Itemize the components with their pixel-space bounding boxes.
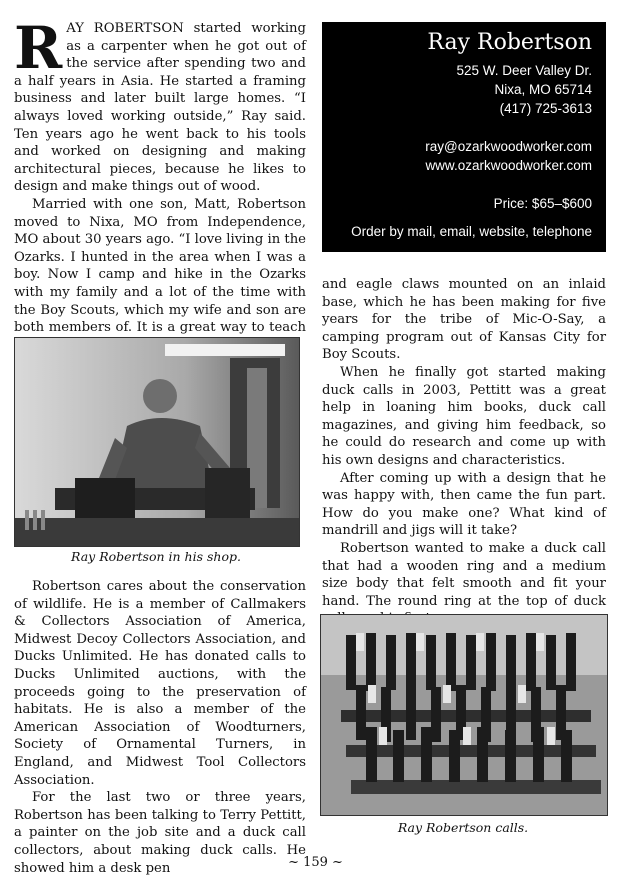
left-column-bottom <box>14 578 306 877</box>
sidebar-address-line2: Nixa, MO 65714 <box>494 82 592 97</box>
sidebar-name: Ray Robertson <box>427 30 592 55</box>
paragraph-pettitt: For the last two or three years, Robertson has been talking to Terry Pettitt, a painter on the job site and a duck call collectors, about making duck calls. He showed him a desk pen <box>14 790 306 876</box>
sidebar-address-line1: 525 W. Deer Valley Dr. <box>456 63 592 78</box>
sidebar-spacer <box>336 118 592 137</box>
paragraph-2003: When he finally got started making duck calls in 2003, Pettitt was a great help in loaning him books, duck call magazines, and giving him feedback, so he could do research and come up with his own designs and characteristics. <box>322 364 606 468</box>
paragraph-design: After coming up with a design that he was happy with, then came the fun part. How do you make one? What kind of mandrill and jigs will it take? <box>322 470 606 539</box>
paragraph-wooden-ring: Robertson wanted to make a duck call that had a wooden ring and a medium size body that felt smooth and fit your hand. The round ring at the top of duck <box>322 540 606 609</box>
calls-photo-image <box>321 615 607 815</box>
sidebar-price: Price: $65–$600 <box>493 196 592 211</box>
page-number: ~ 159 ~ <box>288 855 343 870</box>
calls-photo <box>320 614 608 816</box>
paragraph-eagle-claws: and eagle claws mounted on an inlaid base, which he has been making for five years for the tribe of Mic-O-Say, a camping program out of Kansas City for Boy Scouts. <box>322 277 606 363</box>
intro-paragraph: RAY ROBERTSON started working as a carpenter when he got out of the service after spending two and a half years in Asia. He started a framing business and later built large homes. “I always loved working outside,” Ray said. Ten years ago he went back to his tools and worked on designing and making architectural pieces, because he likes to design and make things out of wood. <box>14 14 306 195</box>
right-column-text <box>322 276 606 628</box>
drop-cap: R <box>14 14 63 82</box>
shop-photo-caption: Ray Robertson in his shop. <box>71 549 241 564</box>
left-column-top <box>14 14 306 354</box>
sidebar-order-methods: Order by mail, email, website, telephone <box>351 224 592 239</box>
shop-photo <box>14 337 300 547</box>
paragraph-conservation: Robertson cares about the conservation of wildlife. He is a member of Callmakers & Collectors Association of America, Midwest Decoy Collectors Association, and Ducks Unlimited. He has donated calls to Ducks Unlimited auctions, with the proceeds going to the preservation of habitats. He is also a member of the American Association of Woodturners, Society of Ornamental Turners, in England, and Midwest Tool Collectors Association. <box>14 579 306 788</box>
sidebar-phone: (417) 725-3613 <box>499 101 592 116</box>
contact-sidebar <box>322 22 606 252</box>
sidebar-email: ray@ozarkwoodworker.com <box>425 139 592 154</box>
shop-photo-image <box>15 338 299 546</box>
sidebar-spacer <box>336 175 592 194</box>
calls-photo-caption: Ray Robertson calls. <box>397 820 529 835</box>
paragraph-ozarks: Married with one son, Matt, Robertson moved to Nixa, MO from Independence, MO about 30 years ago. “I love living in the Ozarks. I hunted in the area when I was a boy. Now I camp and hike in the Ozarks with my family and a lot of the time with the Boy Scouts, which my wife and son are both members of. It is a great way to teach <box>14 196 306 336</box>
sidebar-website: www.ozarkwoodworker.com <box>425 158 592 173</box>
